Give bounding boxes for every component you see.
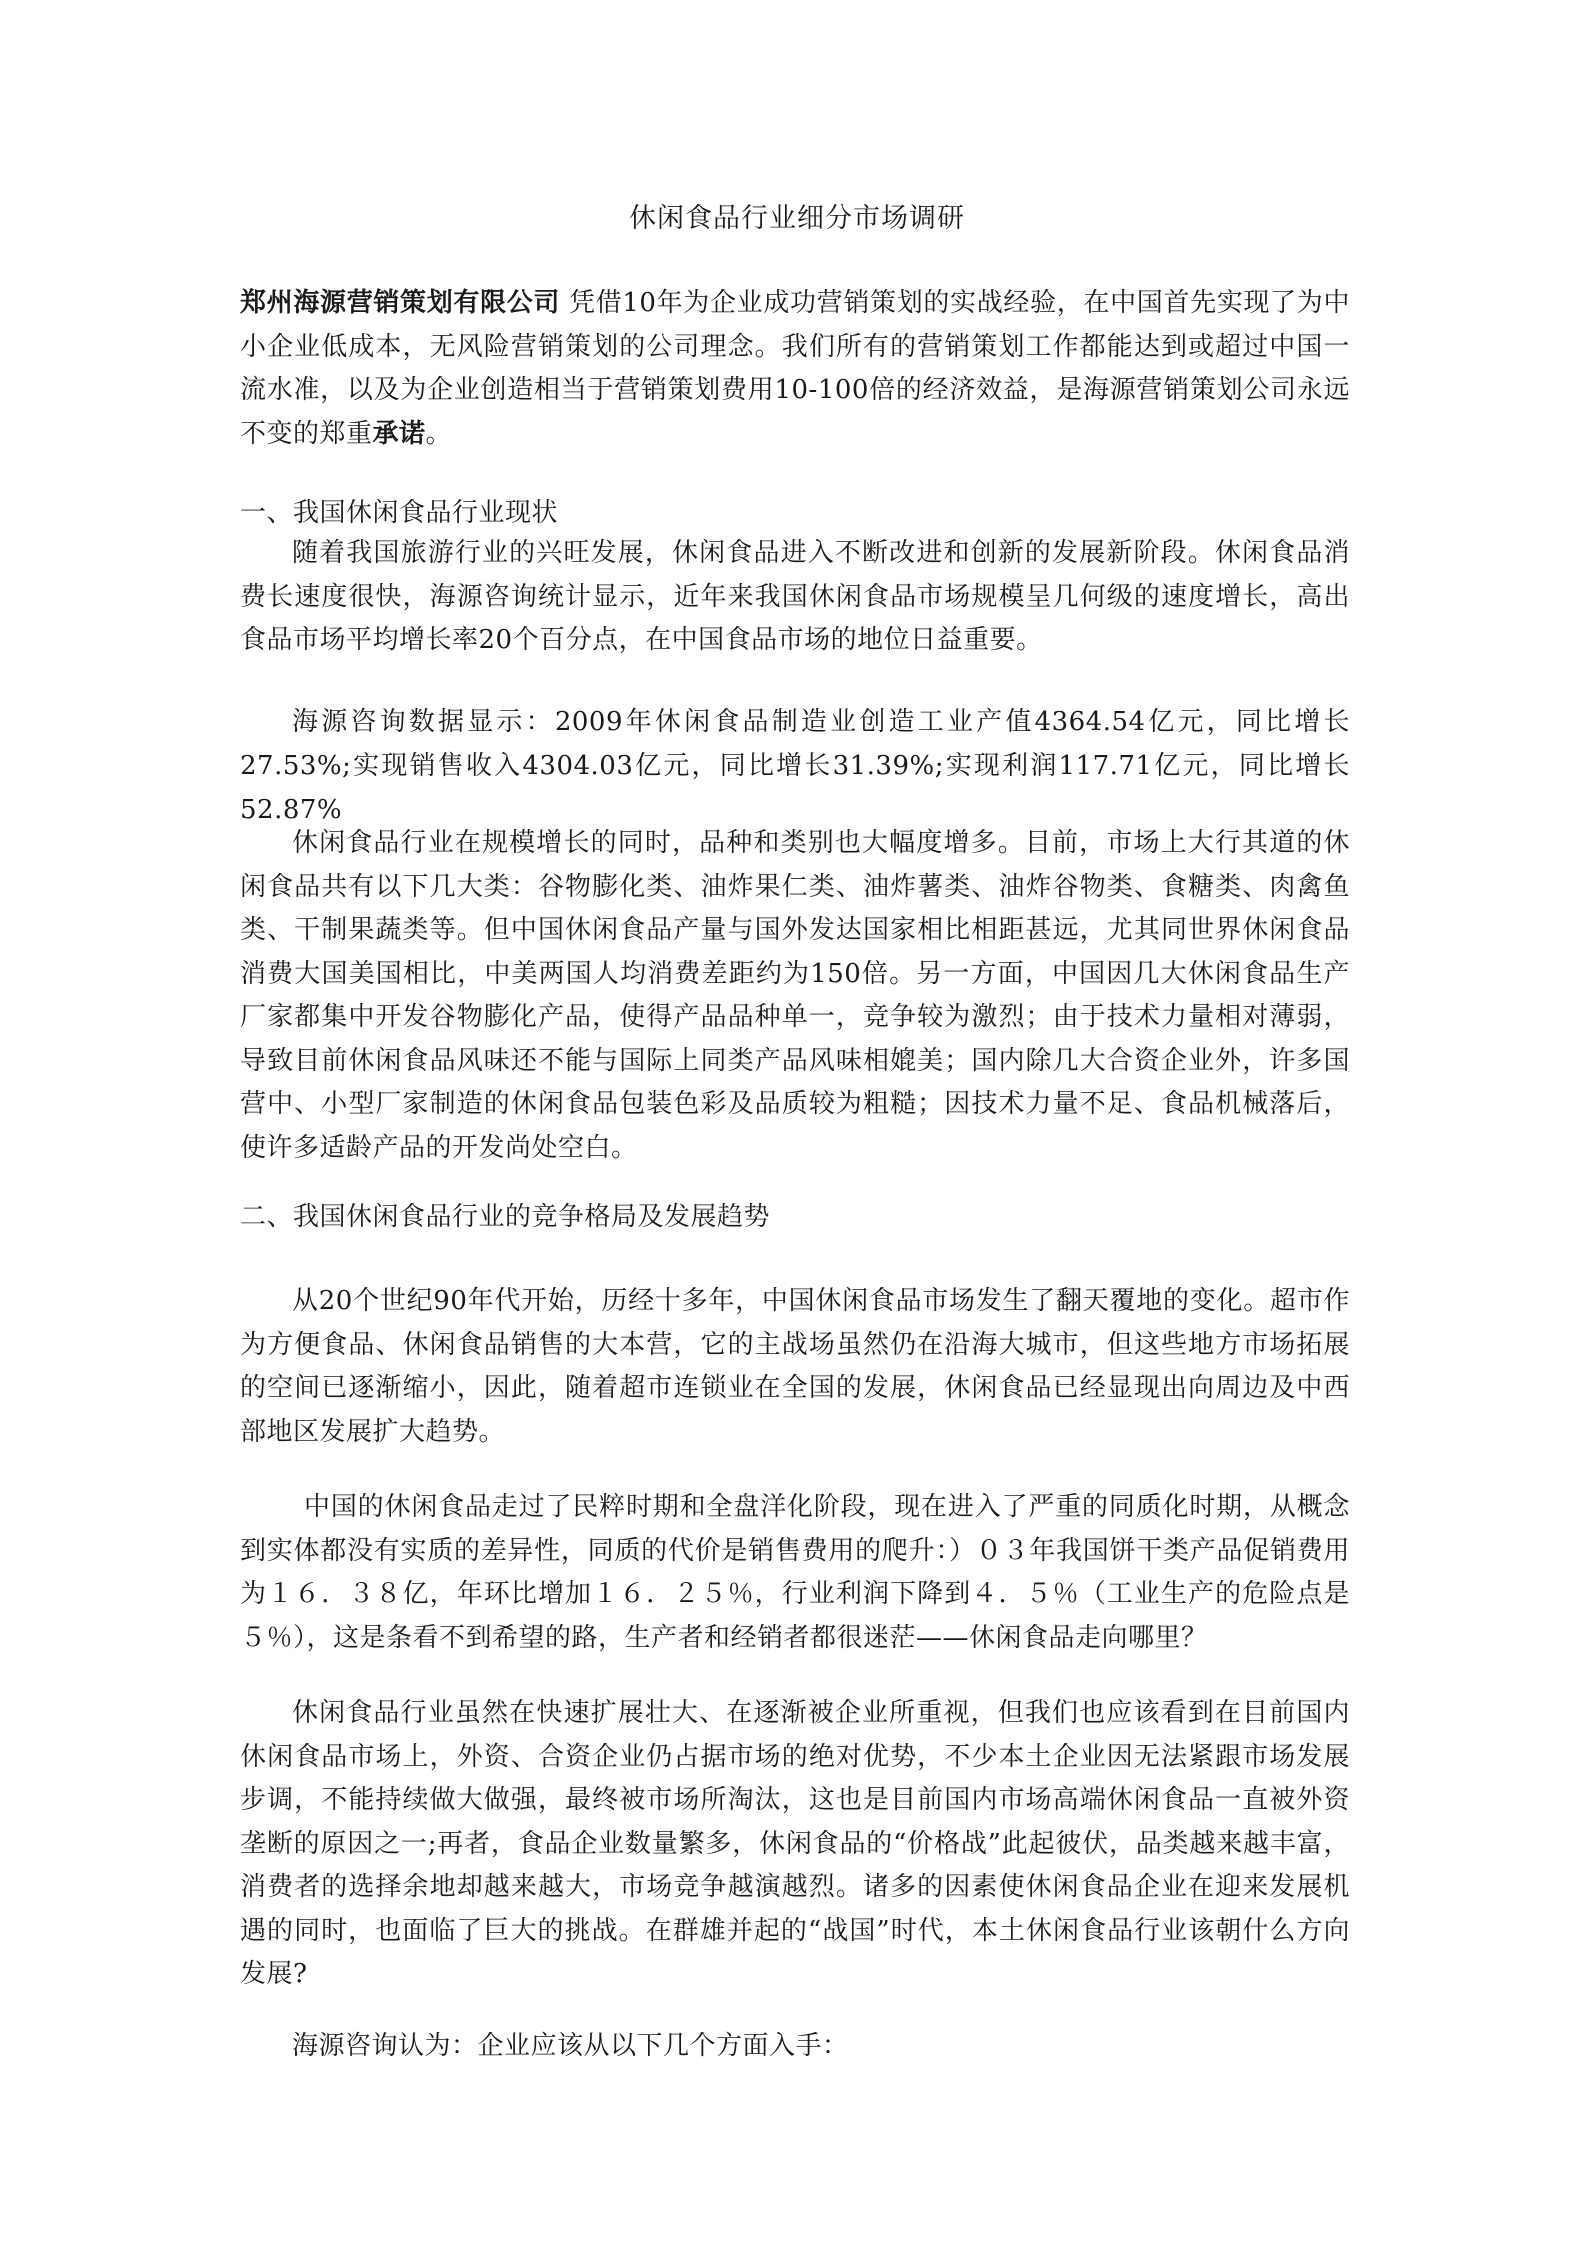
document-title: 休闲食品行业细分市场调研 <box>629 203 965 234</box>
section2-paragraph-3: 休闲食品行业虽然在快速扩展壮大、在逐渐被企业所重视，但我们也应该看到在目前国内休闲食品市场上，外资、合资企业仍占据市场的绝对优势，不少本土企业因无法紧跟市场发展步调，不能持续做大做强，最终被市场所淘汰，这也是目前国内市场高端休闲食品一直被外资垄断的原因之一;再者，食品企业数量繁多，休闲食品的“价格战”此起彼伏，品类越来越丰富，消费者的选择余地却越来越大，市场竞争越演越烈。诸多的因素使休闲食品企业在迎来发展机遇的同时，也面临了巨大的挑战。在群雄并起的“战国”时代，本土休闲食品行业该朝什么方向发展? <box>240 1698 1350 1989</box>
company-name: 郑州海源营销策划有限公司 <box>240 288 561 318</box>
section1-heading: 一、我国休闲食品行业现状 <box>240 498 559 528</box>
section2-paragraph-4: 海源咨询认为：企业应该从以下几个方面入手： <box>292 2031 849 2061</box>
intro-end: 。 <box>425 418 453 449</box>
section1-paragraph-3: 休闲食品行业在规模增长的同时，品种和类别也大幅度增多。目前，市场上大行其道的休闲食品共有以下几大类：谷物膨化类、油炸果仁类、油炸薯类、油炸谷物类、食糖类、肉禽鱼类、干制果蔬类等。但中国休闲食品产量与国外发达国家相比相距甚远，尤其同世界休闲食品消费大国美国相比，中美两国人均消费差距约为150倍。另一方面，中国因几大休闲食品生产厂家都集中开发谷物膨化产品，使得产品品种单一，竞争较为激烈；由于技术力量相对薄弱，导致目前休闲食品风味还不能与国际上同类产品风味相媲美；国内除几大合资企业外，许多国营中、小型厂家制造的休闲食品包装色彩及品质较为粗糙；因技术力量不足、食品机械落后，使许多适龄产品的开发尚处空白。 <box>240 828 1350 1163</box>
section1-paragraph-2: 海源咨询数据显示：2009年休闲食品制造业创造工业产值4364.54亿元，同比增长27.53%;实现销售收入4304.03亿元，同比增长31.39%;实现利润117.71亿元，同比增长52.87% <box>240 707 1350 825</box>
intro-emphasis: 承诺 <box>372 418 426 449</box>
section2-paragraph-2: 中国的休闲食品走过了民粹时期和全盘洋化阶段，现在进入了严重的同质化时期，从概念到实体都没有实质的差异性，同质的代价是销售费用的爬升：）０３年我国饼干类产品促销费用为１６．３８亿，年环比增加１６．２５％，行业利润下降到４．５％（工业生产的危险点是５％），这是条看不到希望的路，生产者和经销者都很迷茫——休闲食品走向哪里？ <box>240 1492 1350 1653</box>
section1-paragraph-1: 随着我国旅游行业的兴旺发展，休闲食品进入不断改进和创新的发展新阶段。休闲食品消费长速度很快，海源咨询统计显示，近年来我国休闲食品市场规模呈几何级的速度增长，高出食品市场平均增长率20个百分点，在中国食品市场的地位日益重要。 <box>240 538 1350 655</box>
section2-heading: 二、我国休闲食品行业的竞争格局及发展趋势 <box>240 1202 771 1232</box>
intro-text: 凭借10年为企业成功营销策划的实战经验，在中国首先实现了为中小企业低成本，无风险营销策划的公司理念。我们所有的营销策划工作都能达到或超过中国一流水准，以及为企业创造相当于营销策划费用10-100倍的经济效益，是海源营销策划公司永远不变的郑重 <box>240 288 1350 449</box>
section2-paragraph-1: 从20个世纪90年代开始，历经十多年，中国休闲食品市场发生了翻天覆地的变化。超市作为方便食品、休闲食品销售的大本营，它的主战场虽然仍在沿海大城市，但这些地方市场拓展的空间已逐渐缩小，因此，随着超市连锁业在全国的发展，休闲食品已经显现出向周边及中西部地区发展扩大趋势。 <box>240 1286 1350 1447</box>
intro-paragraph <box>240 282 1350 456</box>
